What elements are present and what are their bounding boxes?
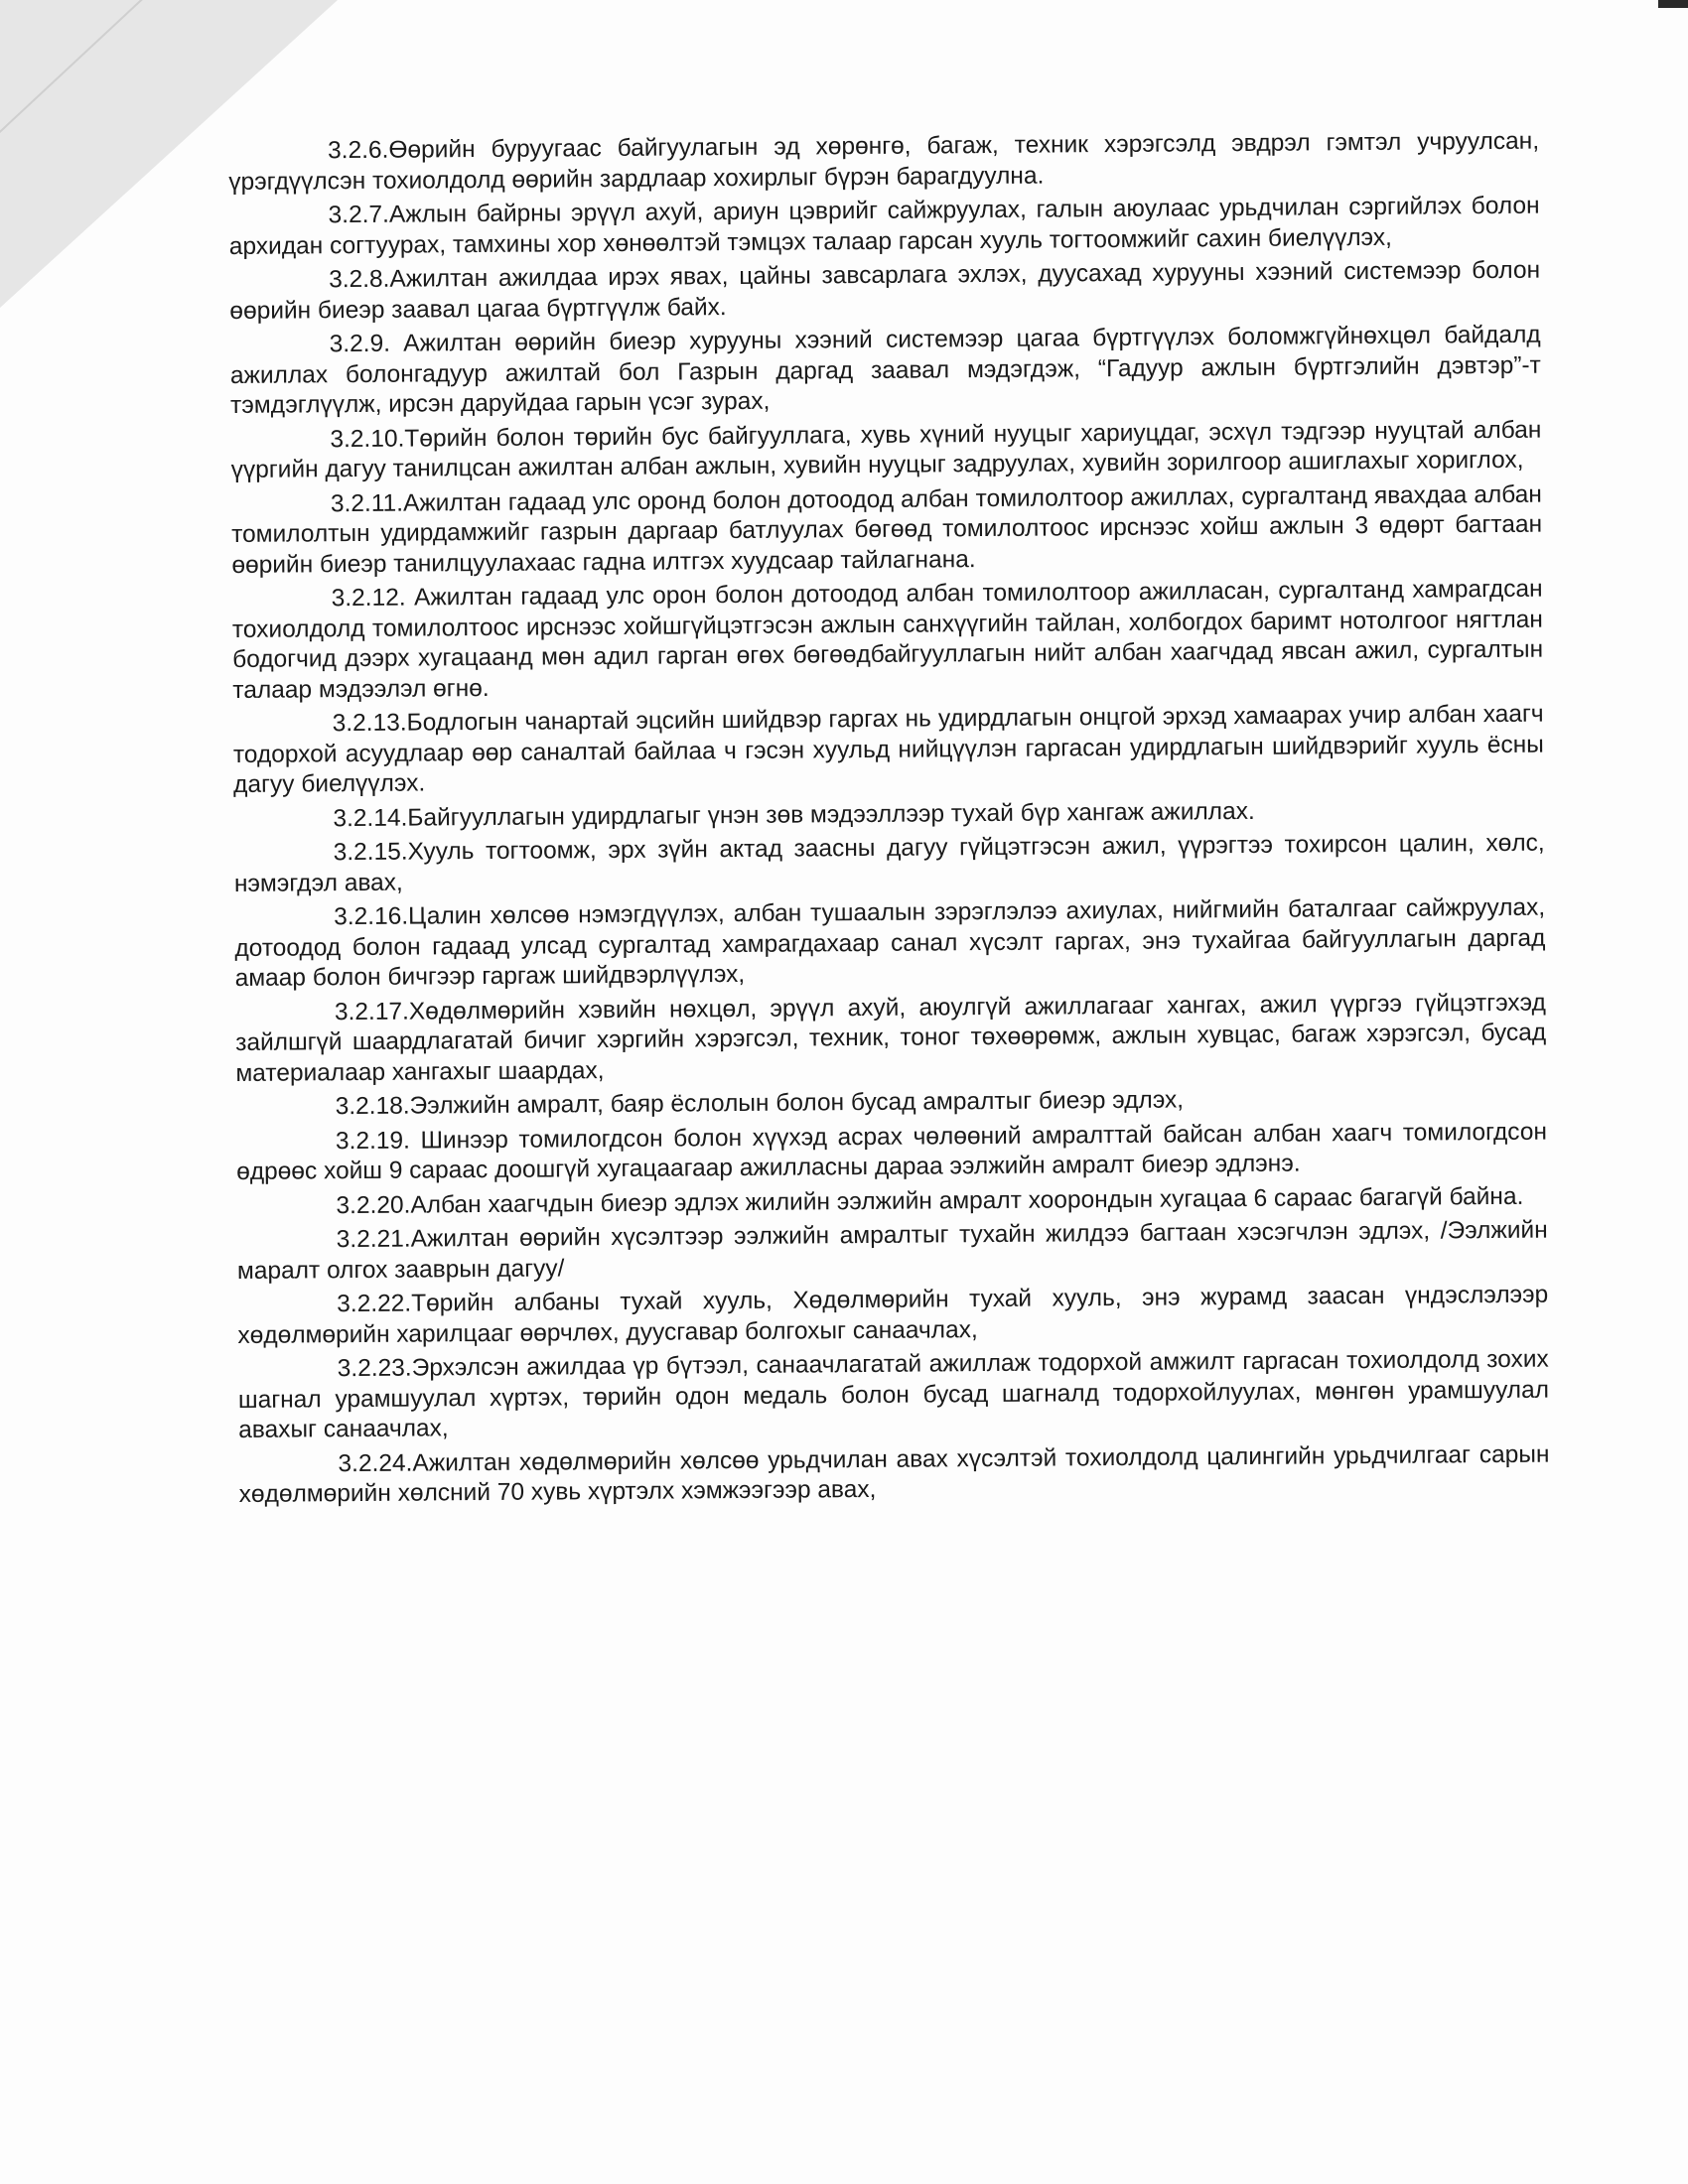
paragraph-3-2-12: 3.2.12. Ажилтан гадаад улс орон болон дотоодод албан томилолтоор ажилласан, сургалтанд хамрагдсан тохиолдолд томилолтоос ирснээс хойшгүйцэтгэсэн ажлын санхүүгийн тайлан, холбогдох баримт нотолгоог нягтлан бодогчид дээрх хугацаанд мөн адил гарган өгөх бөгөөдбайгууллагын нийт албан хаагчдад явсан ажил, сургалтын талаар мэдээлэл өгнө. (231, 575, 1544, 704)
paragraph-3-2-21: 3.2.21.Ажилтан өөрийн хүсэлтээр ээлжийн амралтыг тухайн жилдээ багтаан хэсэгчлэн эдлэх, /Ээлжийн маралт олгох зааврын дагуу/ (236, 1216, 1548, 1285)
paragraph-3-2-23: 3.2.23.Эрхэлсэн ажилдаа үр бүтээл, санаачлагатай ажиллаж тодорхой амжилт гаргасан тохиолдолд зохих шагнал урамшуулал хүртэх, төрийн одон медаль болон бусад шагналд тодорхойлуулах, мөнгөн урамшуулал авахыг санаачлах, (237, 1345, 1550, 1443)
paragraph-3-2-17: 3.2.17.Хөдөлмөрийн хэвийн нөхцөл, эрүүл ахуй, аюулгүй ажиллагааг хангах, ажил үүргээ гүйцэтгэхэд зайлшгүй шаардлагатай бичиг хэргийн хэрэгсэл, техник, тоног төхөөрөмж, ажлын хувцас, багаж хэрэгсэл, бусад материалаар хангахыг шаардах, (235, 989, 1547, 1087)
paragraph-3-2-9: 3.2.9. Ажилтан өөрийн биеэр хурууны хээний системээр цагаа бүртгүүлэх боломжгүйнөхцөл байдалд ажиллах болонгадуур ажилтай бол Газрын даргад заавал мэдэгдэж, “Гадуур ажлын бүртгэлийн дэвтэр”-т тэмдэглүүлж, ирсэн даруйдаа гарын үсэг зурах, (229, 321, 1541, 419)
paragraph-3-2-7: 3.2.7.Ажлын байрны эрүүл ахуй, ариун цэврийг сайжруулах, галын аюулаас урьдчилан сэргийлэх болон архидан согтуурах, тамхины хор хөнөөлтэй тэмцэх талаар гарсан хууль тогтоомжийг сахин биелүүлэх, (228, 192, 1540, 260)
paragraph-3-2-20: 3.2.20.Албан хаагчдын биеэр эдлэх жилийн ээлжийн амралт хоорондын хугацаа 6 сараас багагүй байна. (336, 1182, 1524, 1219)
scan-edge-mark (1658, 0, 1688, 8)
document-body (228, 127, 1550, 1515)
paragraph-3-2-10: 3.2.10.Төрийн болон төрийн бус байгууллага, хувь хүний нууцыг хариуцдаг, эсхүл тэдгээр нууцтай албан үүргийн дагуу танилцсан ажилтан албан ажлын, хувийн нууцыг задруулах, хувийн зорилгоор ашиглахыг хориглох, (230, 416, 1542, 483)
paragraph-3-2-24: 3.2.24.Ажилтан хөдөлмөрийн хөлсөө урьдчилан авах хүсэлтэй тохиолдолд цалингийн урьдчилгааг сарын хөдөлмөрийн хөлсний 70 хувь хүртэлх хэмжээгээр авах, (238, 1440, 1550, 1508)
paragraph-3-2-14: 3.2.14.Байгууллагын удирдлагыг үнэн зөв мэдээллээр тухай бүр хангаж ажиллах. (333, 797, 1255, 832)
paragraph-3-2-6: 3.2.6.Өөрийн буруугаас байгуулагын эд хөрөнгө, багаж, техник хэрэгсэлд эвдрэл гэмтэл учруулсан, үрэгдүүлсэн тохиолдолд өөрийн зардлаар хохирлыг бүрэн барагдуулна. (228, 127, 1540, 196)
paragraph-3-2-19: 3.2.19. Шинээр томилогдсон болон хүүхэд асрах чөлөөний амралттай байсан албан хаагч томилогдсон өдрөөс хойш 9 сараас доошгүй хугацаагаар ажилласны дараа ээлжийн амралт биеэр эдлэнэ. (236, 1118, 1548, 1185)
paragraph-3-2-13: 3.2.13.Бодлогын чанартай эцсийн шийдвэр гаргах нь удирдлагын онцгой эрхэд хамаарах учир албан хаагч тодорхой асуудлаар өөр саналтай байлаа ч гэсэн хуульд нийцүүлэн гаргасан удирдлагын шийдвэрийг хууль ёсны дагуу биелүүлэх. (232, 700, 1544, 798)
paragraph-3-2-16: 3.2.16.Цалин хөлсөө нэмэгдүүлэх, албан тушаалын зэрэглэлээ ахиулах, нийгмийн баталгааг сайжруулах, дотоодод болон гадаад улсад сургалтад хамрагдахаар санал хүсэлт гаргах, энэ тухайгаа байгууллагын даргад амаар болон бичгээр гаргаж шийдвэрлүүлэх, (234, 893, 1546, 992)
paragraph-3-2-15: 3.2.15.Хууль тогтоомж, эрх зүйн актад заасны дагуу гүйцэтгэсэн ажил, үүрэгтээ тохирсон цалин, хөлс, нэмэгдэл авах, (233, 829, 1545, 897)
paragraph-3-2-18: 3.2.18.Ээлжийн амралт, баяр ёслолын болон бусад амралтыг биеэр эдлэх, (335, 1086, 1185, 1121)
paragraph-3-2-8: 3.2.8.Ажилтан ажилдаа ирэх явах, цайны завсарлага эхлэх, дуусахад хурууны хээний системээр болон өөрийн биеэр заавал цагаа бүртгүүлж байх. (229, 256, 1541, 325)
paragraph-3-2-11: 3.2.11.Ажилтан гадаад улс оронд болон дотоодод албан томилолтоор ажиллах, сургалтанд явахдаа албан томилолтын удирдамжийг газрын даргаар батлуулах бөгөөд томилолтоос ирснээс хойш ажлын 3 өдөрт багтаан өөрийн биеэр танилцуулахаас гадна илтгэх хуудсаар тайлагнана. (231, 480, 1543, 579)
paragraph-3-2-22: 3.2.22.Төрийн албаны тухай хууль, Хөдөлмөрийн тухай хууль, энэ журамд заасан үндэслэлээр хөдөлмөрийн харилцааг өөрчлөх, дуусгавар болгохыг санаачлах, (237, 1281, 1549, 1349)
